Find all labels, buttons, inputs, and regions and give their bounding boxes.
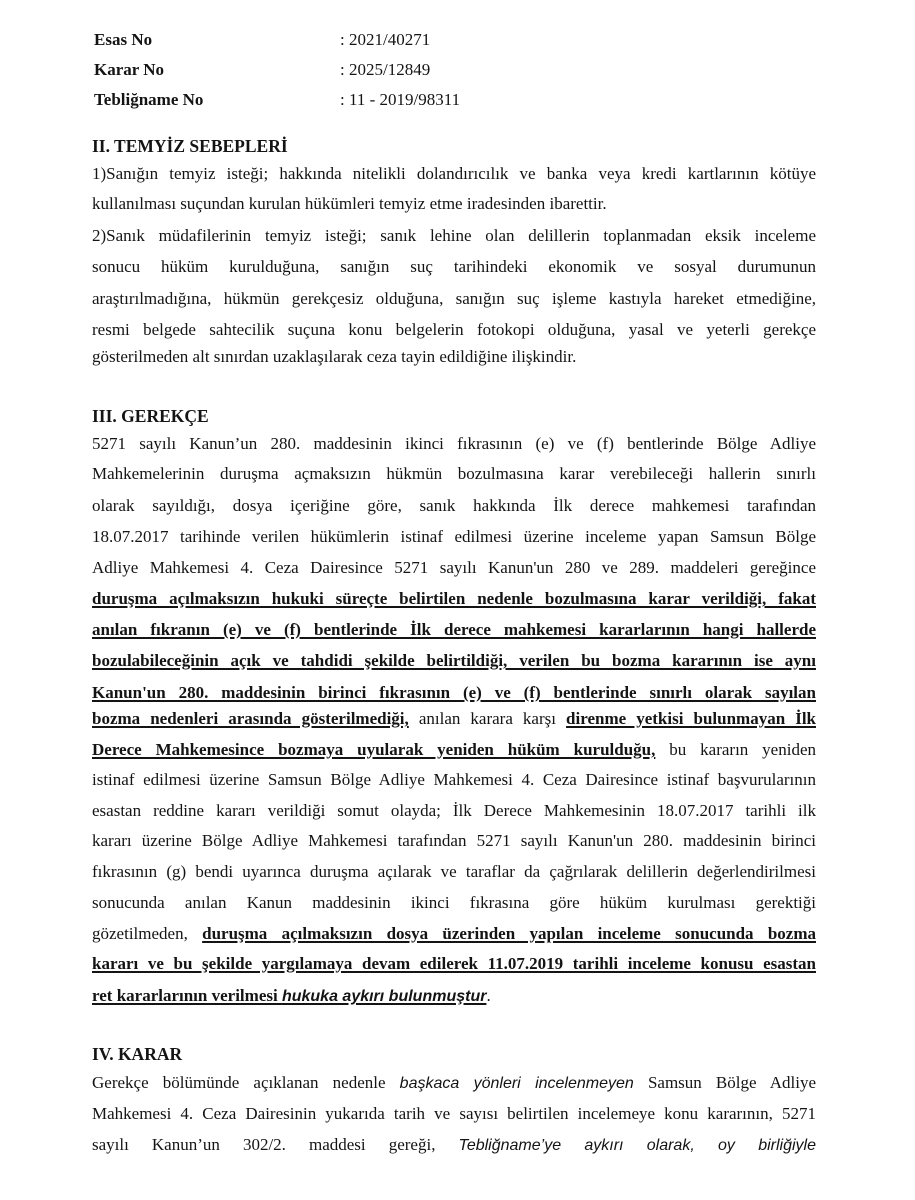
gerekce-mixed-line	[92, 739, 816, 761]
temyiz-line: 2)Sanık müdafilerinin temyiz isteği; sanık lehine olan delillerin toplanmadan eksik inceleme	[92, 226, 816, 245]
gerekce-text-fragment: bu kararın yeniden	[655, 740, 816, 759]
karar-line: Mahkemesi 4. Ceza Dairesinin yukarıda tarih ve sayısı belirtilen incelemeye konu kararının, 5271	[92, 1104, 816, 1123]
gerekce-line: esastan reddine kararı verildiği somut olayda; İlk Derece Mahkemesinin 18.07.2017 tarihli ilk	[92, 801, 816, 820]
esas-value: : 2021/40271	[340, 30, 431, 49]
gerekce-mixed-line	[92, 923, 816, 945]
karar-no-value: : 2025/12849	[340, 60, 431, 79]
karar-italic-fragment: başkaca yönleri incelenmeyen	[399, 1075, 634, 1092]
gerekce-emphasis-line: kararı ve bu şekilde yargılamaya devam edilerek 11.07.2019 tarihli inceleme konusu esastan	[92, 954, 816, 973]
karar-mixed-line	[92, 1134, 816, 1157]
karar-no-label: Karar No	[94, 60, 165, 79]
temyiz-line: kullanılması suçundan kurulan hükümleri temyiz etme iradesinden ibarettir.	[92, 194, 607, 213]
gerekce-emphasis-fragment: Derece Mahkemesince bozmaya uyularak yeniden hüküm kurulduğu,	[92, 740, 656, 759]
section-heading-karar: IV. KARAR	[92, 1044, 183, 1064]
gerekce-line: Adliye Mahkemesi 4. Ceza Dairesince 5271 sayılı Kanun'un 280 ve 289. maddeleri gereğince	[92, 558, 816, 577]
gerekce-line: fıkrasının (g) bendi uyarınca duruşma açılarak ve taraflar da çağrılarak delillerin değerlendirilmesi	[92, 862, 816, 881]
gerekce-emphasis-line: bozulabileceğinin açık ve tahdidi şekilde belirtildiği, verilen bu bozma kararının ise aynı	[92, 651, 816, 670]
karar-text-fragment: sayılı Kanun’un 302/2. maddesi gereği,	[92, 1135, 459, 1154]
section-heading-gerekce: III. GEREKÇE	[92, 406, 209, 426]
gerekce-line: 18.07.2017 tarihinde verilen hükümlerin istinaf edilmesi üzerine inceleme yapan Samsun Bölge	[92, 527, 816, 546]
karar-mixed-line	[92, 1072, 816, 1095]
gerekce-text-fragment: .	[486, 986, 491, 1005]
gerekce-line: Mahkemelerinin duruşma açmaksızın hükmün bozulmasına karar verebileceği hallerin sınırlı	[92, 464, 816, 483]
gerekce-emphasis-fragment: direnme yetkisi bulunmayan İlk	[566, 709, 817, 728]
karar-text-fragment: Gerekçe bölümünde açıklanan nedenle	[92, 1073, 400, 1092]
temyiz-line: 1)Sanığın temyiz isteği; hakkında nitelikli dolandırıcılık ve banka veya kredi kartlarının kötüye	[92, 164, 816, 183]
gerekce-line: sonucunda anılan Kanun maddesinin ikinci fıkrasına göre hüküm kurulması gerektiği	[92, 893, 816, 912]
gerekce-emphasis-fragment: bozma nedenleri arasında gösterilmediği,	[92, 709, 409, 728]
temyiz-line: sonucu hüküm kurulduğuna, sanığın suç tarihindeki ekonomik ve sosyal durumunun	[92, 257, 816, 276]
gerekce-line: olarak sayıldığı, dosya içeriğine göre, sanık hakkında İlk derece mahkemesi tarafından	[92, 496, 816, 515]
teblig-label: Tebliğname No	[94, 90, 204, 109]
karar-text-fragment: Samsun Bölge Adliye	[633, 1073, 816, 1092]
gerekce-line: istinaf edilmesi üzerine Samsun Bölge Adliye Mahkemesi 4. Ceza Dairesince istinaf başvurularının	[92, 770, 816, 789]
section-heading-temyiz: II. TEMYİZ SEBEPLERİ	[92, 136, 288, 156]
esas-label: Esas No	[94, 30, 153, 49]
temyiz-line: araştırılmadığına, hükmün gerekçesiz olduğuna, sanığın suç işleme kastıyla hareket etmediğine,	[92, 289, 816, 308]
gerekce-emphasis-line: duruşma açılmaksızın hukuki süreçte belirtilen nedenle bozulmasına karar verildiği, fakat	[92, 589, 816, 608]
gerekce-text-fragment: anılan karara karşı	[408, 709, 567, 728]
temyiz-line: resmi belgede sahtecilik suçuna konu belgelerin fotokopi olduğuna, yasal ve yeterli gerekçe	[92, 320, 816, 339]
gerekce-mixed-line	[92, 985, 816, 1008]
gerekce-emphasis-line: Kanun'un 280. maddesinin birinci fıkrasının (e) ve (f) bentlerinde sınırlı olarak sayılan	[92, 683, 816, 702]
gerekce-mixed-line	[92, 708, 816, 730]
gerekce-line: kararı üzerine Bölge Adliye Mahkemesi tarafından 5271 sayılı Kanun'un 280. maddesinin birinci	[92, 831, 816, 850]
temyiz-line: gösterilmeden alt sınırdan uzaklaşılarak ceza tayin edildiğine ilişkindir.	[92, 347, 577, 366]
gerekce-emphasis-line: anılan fıkranın (e) ve (f) bentlerinde İlk derece mahkemesi kararlarının hangi hallerde	[92, 620, 816, 639]
gerekce-text-fragment: gözetilmeden,	[92, 924, 203, 943]
gerekce-conclusion-fragment: hukuka aykırı bulunmuştur	[281, 988, 487, 1005]
gerekce-emphasis-fragment: duruşma açılmaksızın dosya üzerinden yapılan inceleme sonucunda bozma	[202, 924, 817, 943]
karar-italic-fragment: Tebliğname’ye aykırı olarak, oy birliğiyle	[458, 1137, 816, 1154]
gerekce-line: 5271 sayılı Kanun’un 280. maddesinin ikinci fıkrasının (e) ve (f) bentlerinde Bölge Adliye	[92, 434, 816, 453]
teblig-value: : 11 - 2019/98311	[340, 90, 461, 109]
gerekce-emphasis-fragment: ret kararlarının verilmesi	[92, 986, 282, 1005]
